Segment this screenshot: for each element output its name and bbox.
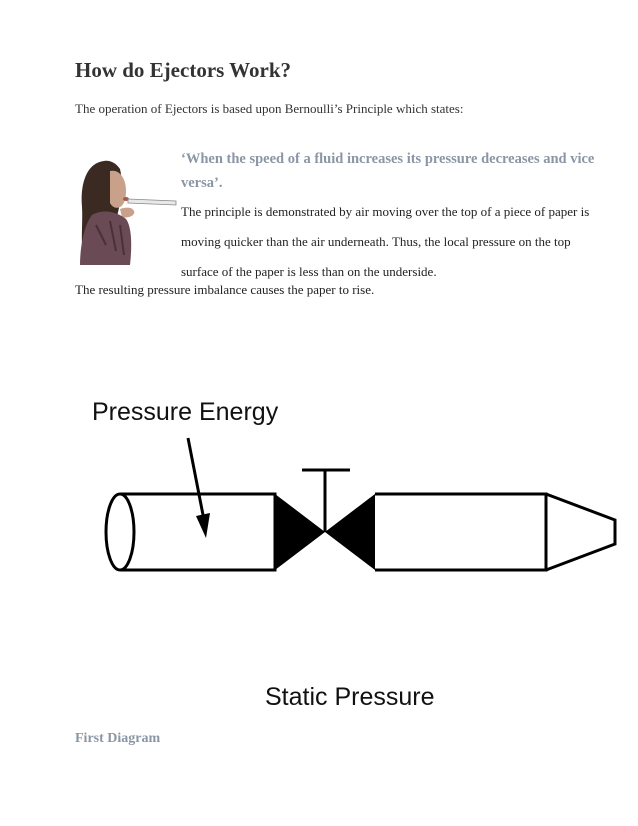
figure-caption: First Diagram <box>75 731 161 746</box>
ejector-diagram <box>80 380 638 720</box>
pressure-arrow <box>188 438 204 520</box>
nozzle <box>546 494 615 570</box>
pressure-energy-label: Pressure Energy <box>92 398 279 426</box>
static-pressure-label: Static Pressure <box>265 683 435 711</box>
right-pipe <box>375 494 546 570</box>
page-title: How do Ejectors Work? <box>75 58 292 82</box>
valve-left-wedge <box>275 494 325 570</box>
explanation-paragraph: The principle is demonstrated by air moving over the top of a piece of paper is moving quicker than the air underneath. Thus, the local pressure on the top surface of the paper is less than on the underside. <box>181 204 590 279</box>
pipe-opening <box>106 494 134 570</box>
woman-blowing-paper-illustration <box>76 155 178 267</box>
arrow-head <box>196 513 210 538</box>
valve-right-wedge <box>325 494 375 570</box>
bernoulli-quote: ‘When the speed of a fluid increases its pressure decreases and vice versa’. <box>181 151 595 191</box>
result-paragraph: The resulting pressure imbalance causes the paper to rise. <box>75 282 375 297</box>
intro-paragraph: The operation of Ejectors is based upon Bernoulli’s Principle which states: <box>75 101 464 116</box>
left-pipe <box>120 494 275 570</box>
